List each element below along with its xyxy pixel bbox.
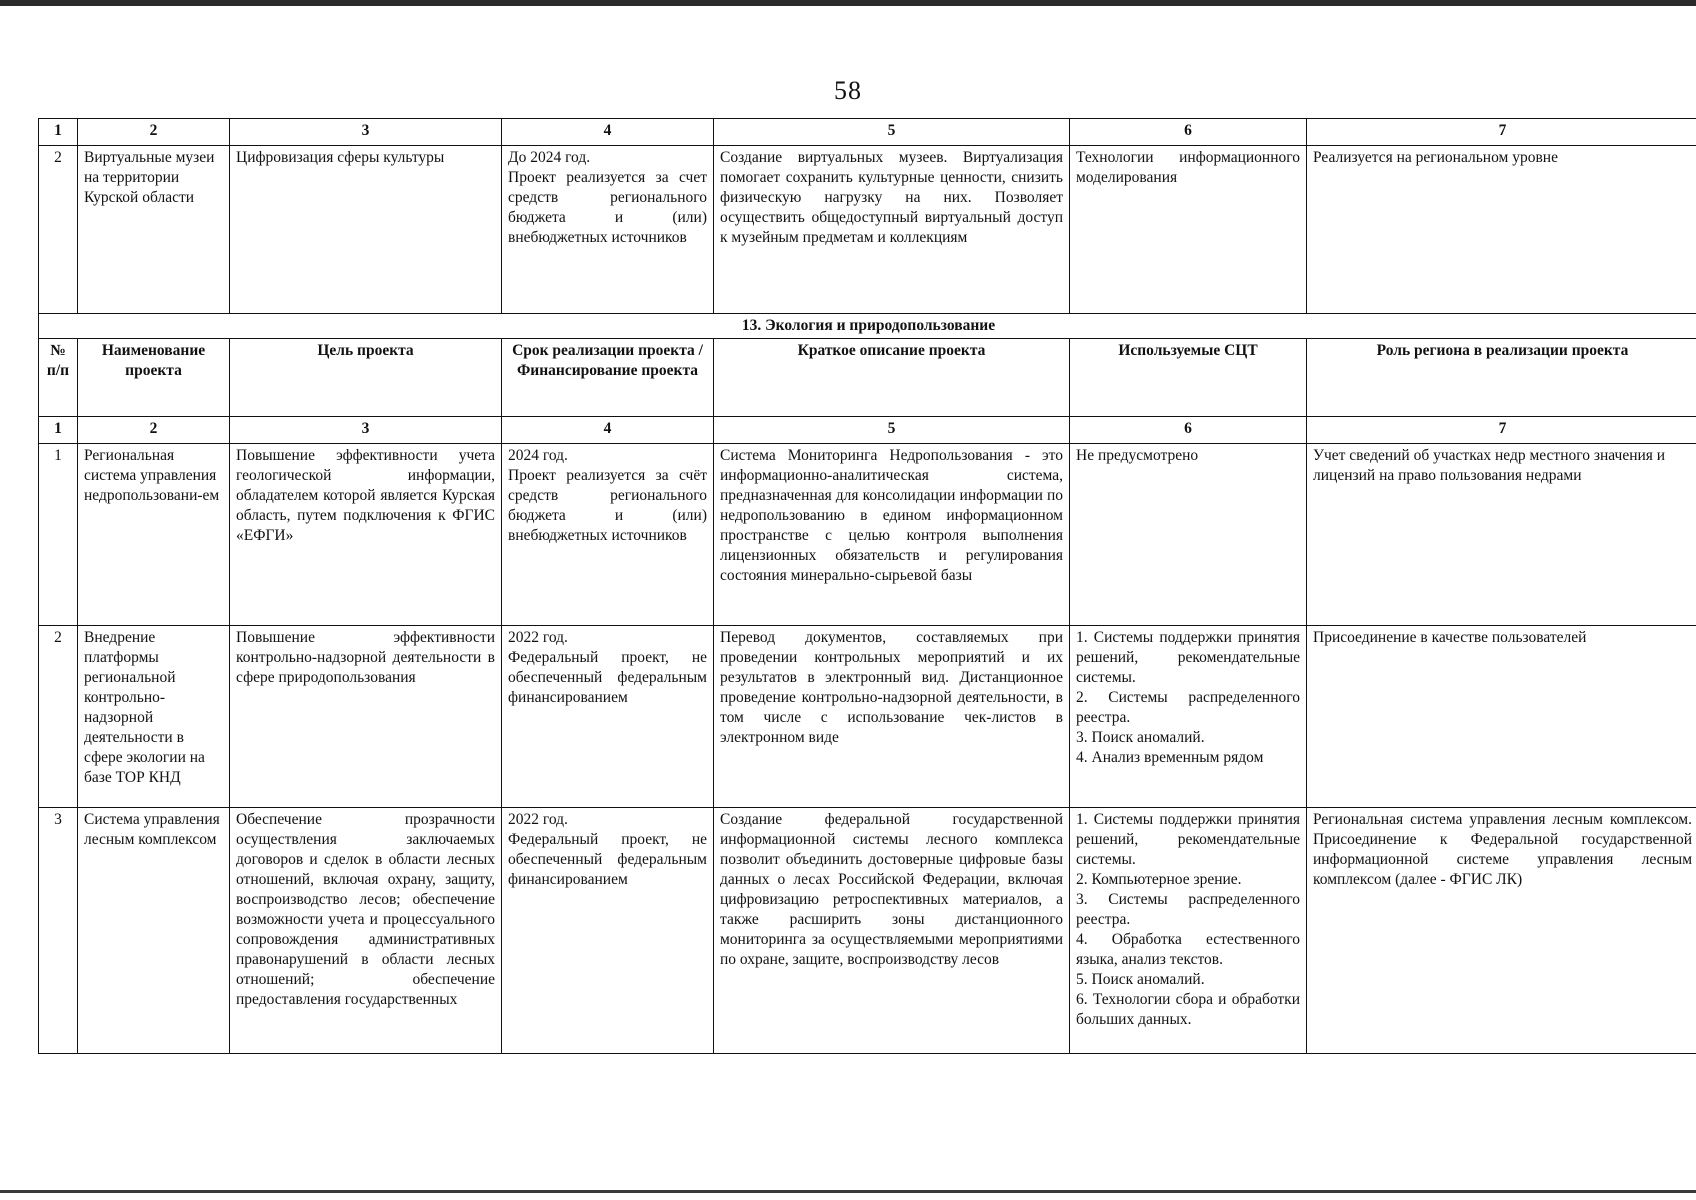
region-role: Учет сведений об участках недр местного значения и лицензий на право пользования недрами — [1307, 444, 1696, 626]
project-goal: Обеспечение прозрачности осуществления заключаемых договоров и сделок в области лесных отношений, включая охрану, защиту, воспроизводство лесов; обеспечение возможности учета и процессуального сопровождения административных правонарушений в области лесных отношений; обеспечение предоставления государственных — [230, 808, 502, 1054]
column-number-row — [39, 119, 1696, 146]
project-description: Перевод документов, составляемых при проведении контрольных мероприятий и их результатов в электронный вид. Дистанционное проведение контрольно-надзорной деятельности, в том числе с использование чек-листов в электронном виде — [714, 626, 1070, 808]
table-row — [39, 146, 1696, 314]
column-number: 2 — [78, 119, 230, 146]
page-number: 58 — [834, 76, 862, 105]
technology-item: 5. Поиск аномалий. — [1076, 971, 1205, 988]
row-number: 3 — [39, 808, 78, 1054]
term-financing: Федеральный проект, не обеспеченный федеральным финансированием — [508, 831, 707, 888]
technology-item: 6. Технологии сбора и обработки больших данных. — [1076, 991, 1300, 1028]
project-term — [502, 146, 714, 314]
project-technologies — [1070, 808, 1307, 1054]
technology-item: Не предусмотрено — [1076, 447, 1199, 464]
row-number: 2 — [39, 626, 78, 808]
project-description: Создание виртуальных музеев. Виртуализация помогает сохранить культурные ценности, снизить физическую нагрузку на них. Позволяет осуществить общедоступный виртуальный доступ к музейным предметам и коллекциям — [714, 146, 1070, 314]
project-term — [502, 808, 714, 1054]
header-goal: Цель проекта — [230, 339, 502, 417]
column-number: 6 — [1070, 417, 1307, 444]
term-year: До 2024 год. — [508, 149, 591, 166]
column-number: 4 — [502, 119, 714, 146]
header-row — [39, 339, 1696, 417]
region-role: Региональная система управления лесным комплексом. Присоединение к Федеральной государственной информационной системе управления лесным комплексом (далее - ФГИС ЛК) — [1307, 808, 1696, 1054]
header-name: Наименование проекта — [78, 339, 230, 417]
project-technologies — [1070, 444, 1307, 626]
term-financing: Проект реализуется за счет средств регионального бюджета и (или) внебюджетных источников — [508, 169, 707, 246]
term-financing: Федеральный проект, не обеспеченный федеральным финансированием — [508, 649, 707, 706]
technology-item: 3. Поиск аномалий. — [1076, 729, 1205, 746]
project-goal: Цифровизация сферы культуры — [230, 146, 502, 314]
technology-item: 2. Системы распределенного реестра. — [1076, 689, 1300, 726]
region-role: Реализуется на региональном уровне — [1307, 146, 1696, 314]
header-term: Срок реализации проекта / Финансирование проекта — [502, 339, 714, 417]
column-number: 4 — [502, 417, 714, 444]
row-number: 1 — [39, 444, 78, 626]
column-number: 2 — [78, 417, 230, 444]
header-description: Краткое описание проекта — [714, 339, 1070, 417]
section-row — [39, 314, 1696, 339]
technology-item: 4. Анализ временным рядом — [1076, 749, 1264, 766]
technology-item: 4. Обработка естественного языка, анализ текстов. — [1076, 931, 1300, 968]
technology-item: 1. Системы поддержки принятия решений, рекомендательные системы. — [1076, 811, 1300, 868]
project-name: Виртуальные музеи на территории Курской области — [78, 146, 230, 314]
column-number: 1 — [39, 417, 78, 444]
table-row — [39, 626, 1696, 808]
column-number-row — [39, 417, 1696, 444]
term-financing: Проект реализуется за счёт средств регионального бюджета и (или) внебюджетных источников — [508, 467, 707, 544]
table-row — [39, 444, 1696, 626]
technology-item: 3. Системы распределенного реестра. — [1076, 891, 1300, 928]
project-description: Система Мониторинга Недропользования - это информационно-аналитическая система, предназначенная для консолидации информации по недропользованию в едином информационном пространстве с целью контроля выполнения лицензионных обязательств и регулирования состояния минерально-сырьевой базы — [714, 444, 1070, 626]
project-technologies — [1070, 626, 1307, 808]
header-technologies: Используемые СЦТ — [1070, 339, 1307, 417]
column-number: 7 — [1307, 417, 1696, 444]
row-number: 2 — [39, 146, 78, 314]
column-number: 3 — [230, 417, 502, 444]
header-role: Роль региона в реализации проекта — [1307, 339, 1696, 417]
project-name: Система управления лесным комплексом — [78, 808, 230, 1054]
projects-table — [38, 118, 1696, 1054]
column-number: 7 — [1307, 119, 1696, 146]
project-technologies: Технологии информационного моделирования — [1070, 146, 1307, 314]
project-name: Внедрение платформы региональной контрольно-надзорной деятельности в сфере экологии на базе ТОР КНД — [78, 626, 230, 808]
table-row — [39, 808, 1696, 1054]
project-description: Создание федеральной государственной информационной системы лесного комплекса позволит объединить достоверные цифровые базы данных о лесах Российской Федерации, включая цифровизацию ретроспективных материалов, а также расширить зоны дистанционного мониторинга за осуществляемыми мероприятиями по охране, защите, воспроизводству лесов — [714, 808, 1070, 1054]
project-goal: Повышение эффективности контрольно-надзорной деятельности в сфере природопользования — [230, 626, 502, 808]
project-goal: Повышение эффективности учета геологической информации, обладателем которой является Курская область, путем подключения к ФГИС «ЕФГИ» — [230, 444, 502, 626]
technology-item: 1. Системы поддержки принятия решений, рекомендательные системы. — [1076, 629, 1300, 686]
section-title: 13. Экология и природопользование — [39, 314, 1696, 339]
project-term — [502, 444, 714, 626]
column-number: 5 — [714, 417, 1070, 444]
project-name: Региональная система управления недропользовани-ем — [78, 444, 230, 626]
region-role: Присоединение в качестве пользователей — [1307, 626, 1696, 808]
column-number: 6 — [1070, 119, 1307, 146]
term-year: 2024 год. — [508, 447, 568, 464]
top-scan-edge — [0, 0, 1696, 6]
header-num: № п/п — [39, 339, 78, 417]
term-year: 2022 год. — [508, 811, 568, 828]
term-year: 2022 год. — [508, 629, 568, 646]
column-number: 1 — [39, 119, 78, 146]
bottom-scan-edge — [0, 1190, 1696, 1193]
project-term — [502, 626, 714, 808]
column-number: 5 — [714, 119, 1070, 146]
column-number: 3 — [230, 119, 502, 146]
technology-item: 2. Компьютерное зрение. — [1076, 871, 1242, 888]
